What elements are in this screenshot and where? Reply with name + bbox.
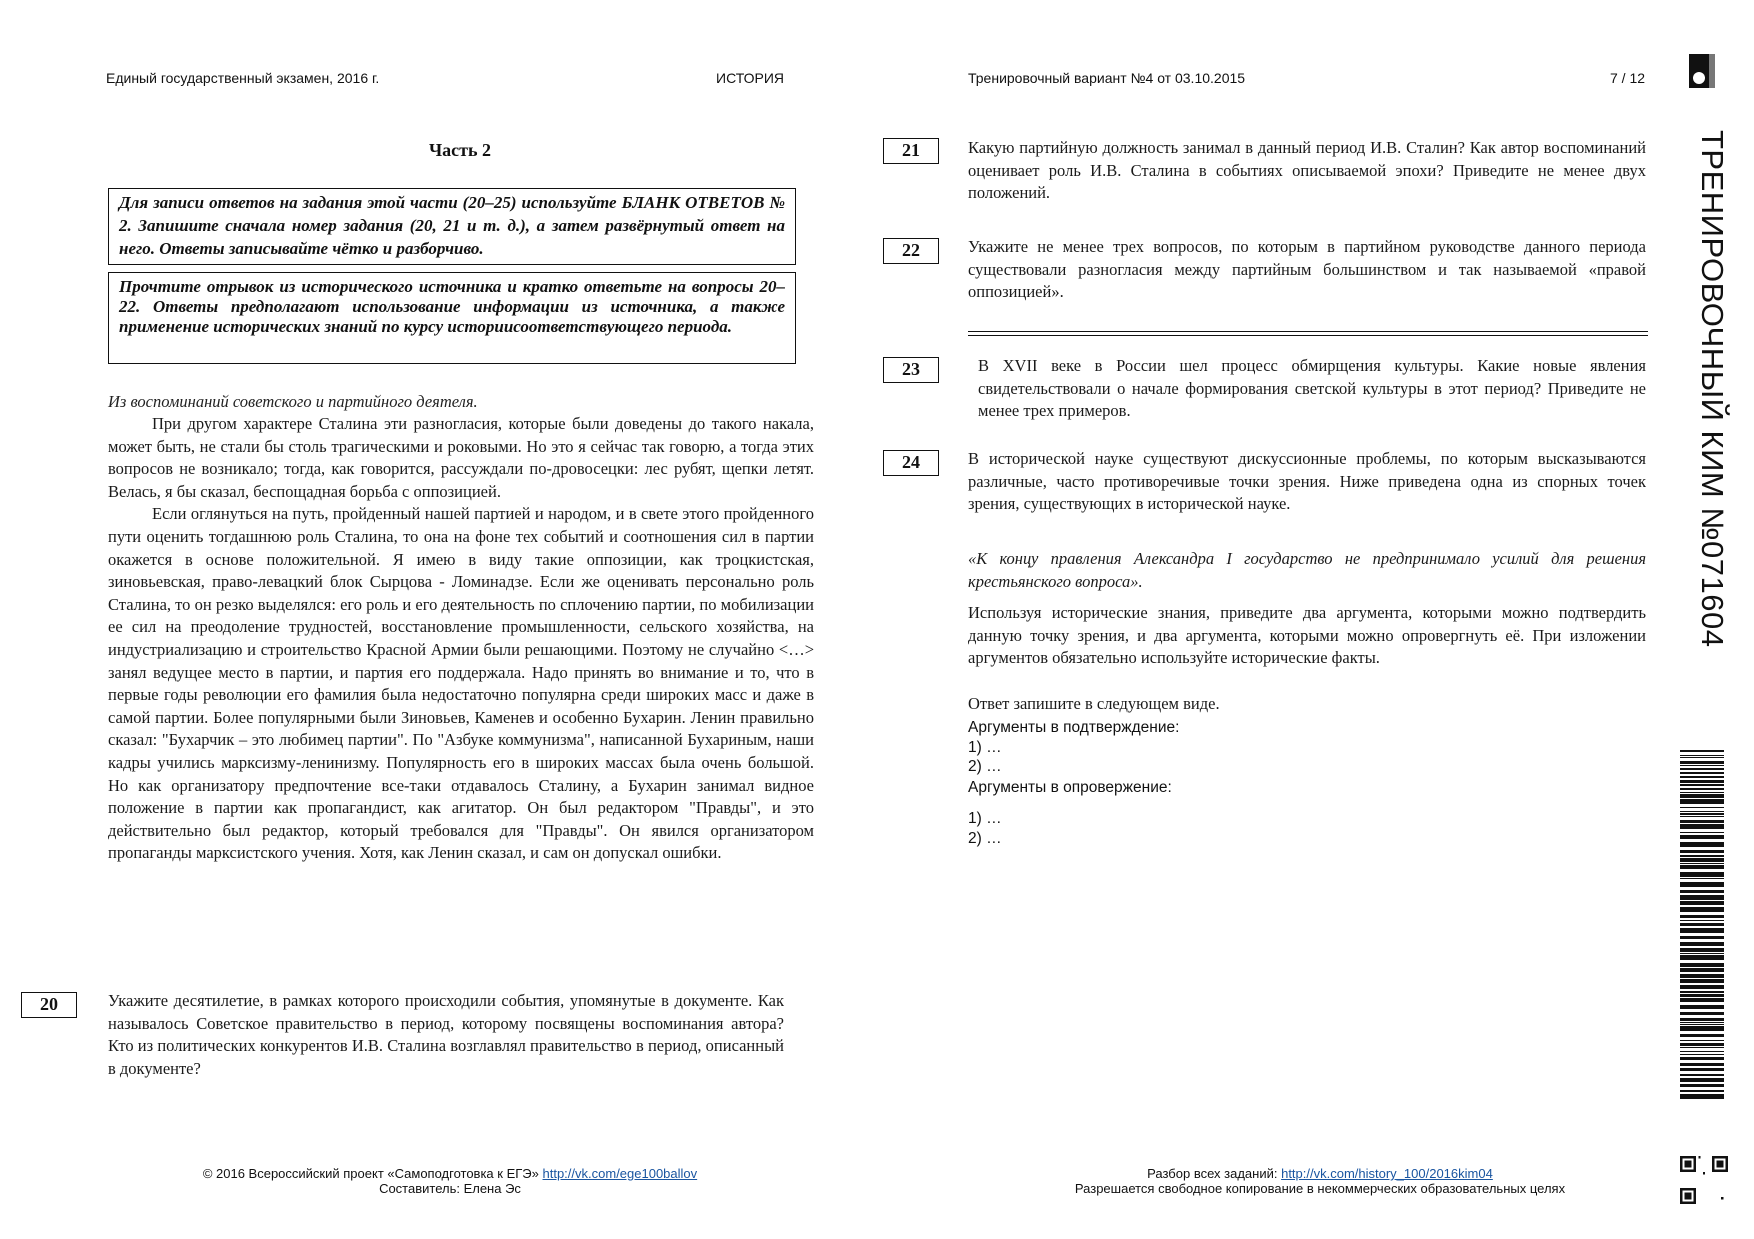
barcode-bar [1680, 915, 1724, 918]
vertical-title [1694, 130, 1734, 710]
barcode-bar [1680, 979, 1724, 983]
question-number-box: 21 [883, 138, 939, 164]
barcode-bar [1680, 858, 1724, 862]
barcode-bar [1680, 1063, 1724, 1066]
question-number-box: 20 [21, 992, 77, 1018]
footer-analysis-link[interactable]: http://vk.com/history_100/2016kim04 [1281, 1166, 1493, 1181]
barcode-bar [1680, 998, 1724, 1002]
footer-copy-note: Разрешается свободное копирование в некоммерческих образовательных целях [1074, 1181, 1566, 1196]
part-title: Часть 2 [428, 140, 492, 160]
barcode-bar [1680, 761, 1724, 764]
barcode-bar [1680, 776, 1724, 778]
barcode-bar [1680, 890, 1724, 893]
qr-code-icon [1680, 1156, 1728, 1204]
qr-module [1685, 1161, 1692, 1168]
barcode-bar [1680, 824, 1724, 829]
refute-argument-item: 2) … [968, 830, 1002, 847]
barcode-bar [1680, 923, 1724, 926]
footer-left [150, 1166, 750, 1196]
barcode-bar [1680, 985, 1724, 989]
barcode-bar [1680, 994, 1724, 997]
barcode-bar [1680, 835, 1724, 839]
vertical-title-text: ТРЕНИРОВОЧНЫЙ КИМ №071604 [1695, 130, 1730, 648]
barcode-bar [1680, 1022, 1724, 1023]
barcode-bar [1680, 895, 1724, 900]
barcode-bar [1680, 936, 1724, 939]
source-excerpt [108, 413, 814, 865]
barcode-bar [1680, 882, 1724, 887]
barcode-bar [1680, 948, 1724, 952]
question-text: В исторической науке существуют дискуссионные проблемы, по которым высказываются различные, часто противоречивые точки зрения. Ниже приведена одна из спорных точек зрения, существующих в исторической науке. [968, 449, 1646, 514]
question-number-box: 24 [883, 450, 939, 476]
answer-form-label: Ответ запишите в следующем виде. [968, 694, 1220, 713]
barcode-bar [1680, 920, 1724, 921]
barcode-bar [1680, 1074, 1724, 1076]
qr-module [1703, 1172, 1705, 1174]
barcode-bar [1680, 855, 1724, 857]
barcode-bar [1680, 792, 1724, 793]
barcode-bar [1680, 813, 1724, 815]
barcode-bar [1680, 872, 1724, 877]
barcode-bar [1680, 1047, 1724, 1048]
section-divider [968, 331, 1648, 332]
barcode-bar [1680, 863, 1724, 864]
barcode-bar [1680, 1043, 1724, 1046]
question-text: Укажите десятилетие, в рамках которого происходили события, упомянутые в документе. Как называлось Советское правительство в период, которому посвящены воспоминания автора? Кто из политических конкурентов И.В. Сталина возглавлял правительство в период, описанный в документе? [108, 991, 784, 1078]
footer-right [1010, 1166, 1630, 1196]
support-arguments-label: Аргументы в подтверждение: [968, 719, 1180, 736]
qr-module [1721, 1197, 1723, 1199]
question-number-box: 22 [883, 238, 939, 264]
barcode-bar [1680, 953, 1724, 954]
barcode-bar [1680, 1018, 1724, 1021]
question-instruction: Используя исторические знания, приведите два аргумента, которыми можно подтвердить данную точку зрения, и два аргумента, которыми можно опровергнуть её. При изложении аргументов обязательно используйте исторические факты. [968, 603, 1646, 668]
barcode-bar [1680, 768, 1724, 770]
variant-title: Тренировочный вариант №4 от 03.10.2015 [968, 70, 1246, 86]
barcode-bar [1680, 750, 1724, 752]
barcode-bar [1680, 807, 1724, 808]
instruction-box-answers: Для записи ответов на задания этой части (20–25) используйте БЛАНК ОТВЕТОВ № 2. Запишите сначала номер задания (20, 21 и т. д.), а затем развёрнутый ответ на него. Ответы записывайте чётко и разборчиво. [108, 188, 796, 265]
barcode-bar [1680, 901, 1724, 905]
barcode-bar [1680, 832, 1724, 833]
barcode-bar [1680, 1078, 1724, 1082]
barcode-bar [1680, 784, 1724, 786]
barcode-bar [1680, 1057, 1724, 1060]
page-number: 7 / 12 [1610, 70, 1646, 86]
barcode-bar [1680, 794, 1724, 798]
barcode-bar [1680, 991, 1724, 993]
barcode-bar [1680, 955, 1724, 960]
barcode-bar [1680, 816, 1724, 817]
barcode-bar [1680, 1068, 1724, 1071]
barcode-bar [1680, 780, 1724, 783]
barcode-bar [1680, 755, 1724, 756]
barcode-bar [1680, 1034, 1724, 1037]
barcode-bar [1680, 1026, 1724, 1031]
support-argument-item: 1) … [968, 739, 1002, 756]
qr-module [1685, 1193, 1692, 1200]
barcode-bar [1680, 928, 1724, 933]
barcode-bar [1680, 907, 1724, 912]
subject-title: ИСТОРИЯ [716, 70, 785, 86]
barcode-bar [1680, 1005, 1724, 1009]
barcode-bar [1680, 974, 1724, 978]
footer-copyright-line [150, 1166, 750, 1181]
footer-project-link[interactable]: http://vk.com/ege100ballov [542, 1166, 698, 1181]
barcode-bar [1680, 811, 1724, 812]
question-text: Какую партийную должность занимал в данный период И.В. Сталин? Как автор воспоминаний оценивает роль И.В. Сталина в событиях описываемой эпохи? Приведите не менее двух положений. [968, 138, 1646, 203]
qr-module [1717, 1161, 1724, 1168]
barcode-bar [1680, 878, 1724, 879]
footer-copyright: © 2016 Всероссийский проект «Самоподготовка к ЕГЭ» [202, 1166, 539, 1181]
corner-marker-strip [1709, 54, 1715, 88]
barcode-bar [1680, 968, 1724, 972]
refute-arguments-label: Аргументы в опровержение: [968, 779, 1172, 796]
question-text: Укажите не менее трех вопросов, по которым в партийном руководстве данного периода существовали разногласия между партийным большинством и так называемой «правой оппозицией». [968, 237, 1646, 302]
barcode-bar [1680, 1024, 1724, 1025]
exam-title: Единый государственный экзамен, 2016 г. [106, 70, 380, 86]
barcode-bar [1680, 1040, 1724, 1041]
footer-analysis-line [1010, 1166, 1630, 1181]
barcode-bar [1680, 1012, 1724, 1015]
qr-module [1698, 1156, 1700, 1158]
barcode-bar [1680, 772, 1724, 774]
section-divider [968, 335, 1648, 336]
barcode-bar [1680, 757, 1724, 758]
question-number-box: 23 [883, 357, 939, 383]
source-caption: Из воспоминаний советского и партийного деятеля. [108, 392, 478, 411]
footer-analysis-label: Разбор всех заданий: [1147, 1166, 1278, 1181]
barcode-bar [1680, 799, 1724, 804]
question-quote: «К концу правления Александра I государство не предпринимало усилий для решения крестьянского вопроса». [968, 549, 1646, 591]
barcode-bar [1680, 1090, 1724, 1092]
barcode-bar [1680, 788, 1724, 790]
source-paragraph: Если оглянуться на путь, пройденный нашей партией и народом, и в свете этого пройденного пути оценить тогдашнюю роль Сталина, то она на фоне тех событий и соотношения сил в партии окажется в основе положительной. Я имею в виду такие оппозиции, как троцкистская, зиновьевская, право-левацкий блок Сырцова - Ломинадзе. Если же оценивать персонально роль Сталина, то он резко выделялся: его роль и его деятельность по сплочению партии, по мобилизации ее сил на преодоление трудностей, восстановление промышленности, сельского хозяйства, на индустриализацию и строительство Красной Армии были решающими. Поэтому не случайно <…> занял ведущее место в партии, и партия его поддержала. Надо принять во внимание и то, что в первые годы революции его фамилия была недостаточно популярна среди широких масс и даже в самой партии. Более популярными были Зиновьев, Каменев и особенно Бухарин. Ленин правильно сказал: "Бухарчик – это любимец партии". По "Азбуке коммунизма", написанной Бухариным, наши кадры учились марксизму-ленинизму. Популярность его в широких массах была очень большой. Но как организатору предпочтение все-таки отдавалось Сталину, а Бухарин занимал видное положение в партии как пропагандист, как агитатор. Он был редактором "Правды", и это действительно был редактор, который требовался для "Правды". Он явился организатором пропаганды марксистского учения. Хотя, как Ленин сказал, и сам он допускал ошибки. [108, 504, 814, 863]
barcode-bar [1680, 942, 1724, 946]
footer-author: Составитель: Елена Эс [379, 1181, 521, 1196]
corner-marker-icon [1689, 54, 1715, 88]
barcode-bar [1680, 820, 1724, 823]
barcode-bar [1680, 963, 1724, 967]
corner-marker-hole [1693, 72, 1705, 84]
instruction-box-source: Прочтите отрывок из исторического источника и кратко ответьте на вопросы 20–22. Ответы предполагают использование информации из источника, а также применение исторических знаний по курсу историисоответствующего периода. [108, 272, 796, 364]
barcode-bar [1680, 1051, 1724, 1052]
barcode-bar [1680, 765, 1724, 766]
barcode-bar [1680, 842, 1724, 847]
support-argument-item: 2) … [968, 758, 1002, 775]
barcode-bar [1680, 1054, 1724, 1055]
refute-argument-item: 1) … [968, 810, 1002, 827]
barcode-bar [1680, 850, 1724, 853]
barcode-bar [1680, 1084, 1724, 1087]
barcode-bar [1680, 1094, 1724, 1099]
question-text: В XVII веке в России шел процесс обмирщения культуры. Какие новые явления свидетельствовали о начале формирования светской культуры в этот период? Приведите не менее трех примеров. [978, 356, 1646, 421]
barcode-icon [1680, 750, 1724, 1100]
barcode-bar [1680, 865, 1724, 869]
source-paragraph: При другом характере Сталина эти разногласия, которые были доведены до такого накала, может быть, не стали бы столь трагическими и роковыми. Но это я сейчас так говорю, а тогда этих вопросов не возникало; тогда, как говорится, рассуждали по-дровосецки: лес рубят, щепки летят. Велась, я бы сказал, беспощадная борьба с оппозицией. [108, 414, 814, 501]
